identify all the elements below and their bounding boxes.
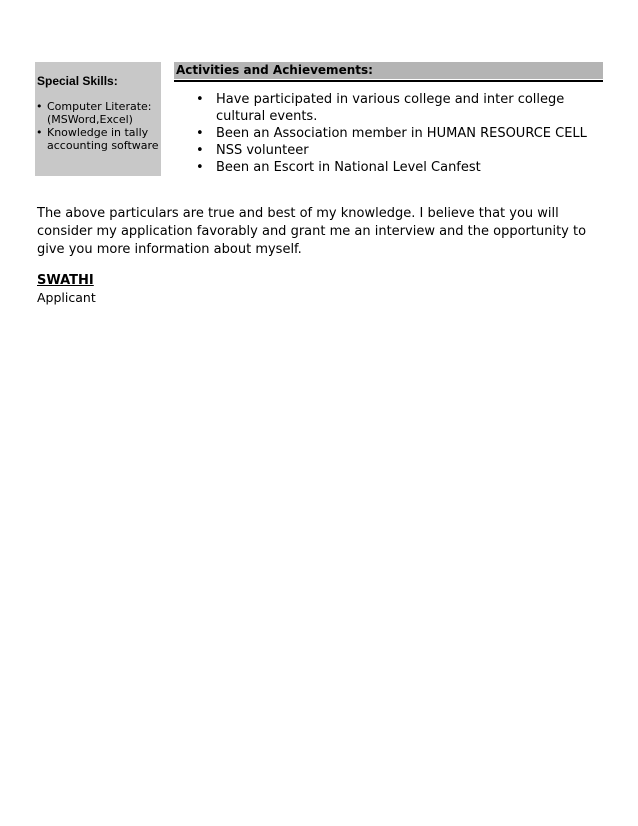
achievement-text: Been an Association member in HUMAN RESOURCE CELL [216,126,587,141]
skill-text: Knowledge in tally [47,126,149,139]
applicant-role: Applicant [37,290,96,305]
skill-text: Computer Literate: [47,100,152,113]
achievement-item [196,159,596,176]
skill-text: accounting software [47,139,159,152]
special-skills-title: Special Skills: [37,74,118,88]
bullet-icon: • [196,126,204,141]
achievements-list [196,91,596,176]
achievement-item [196,91,596,125]
bullet-icon: • [196,92,204,107]
skill-item [35,100,161,126]
applicant-name: SWATHI [37,273,94,288]
bullet-icon: • [196,160,204,175]
special-skills-list [35,100,161,152]
declaration-paragraph: The above particulars are true and best of my knowledge. I believe that you will consider my application favorably and grant me an interview and the opportunity to give you more information about myself. [37,206,587,257]
achievement-item [196,142,596,159]
special-skills-panel [35,62,161,176]
activities-header [174,62,603,79]
divider [174,80,603,82]
skill-text: (MSWord,Excel) [47,113,133,126]
bullet-icon: • [36,100,43,113]
activities-title: Activities and Achievements: [176,63,373,77]
bullet-icon: • [196,143,204,158]
skill-item [35,126,161,152]
achievement-text: Have participated in various college and inter college cultural events. [216,92,565,124]
bullet-icon: • [36,126,43,139]
achievement-item [196,125,596,142]
achievement-text: NSS volunteer [216,143,309,158]
achievement-text: Been an Escort in National Level Canfest [216,160,481,175]
